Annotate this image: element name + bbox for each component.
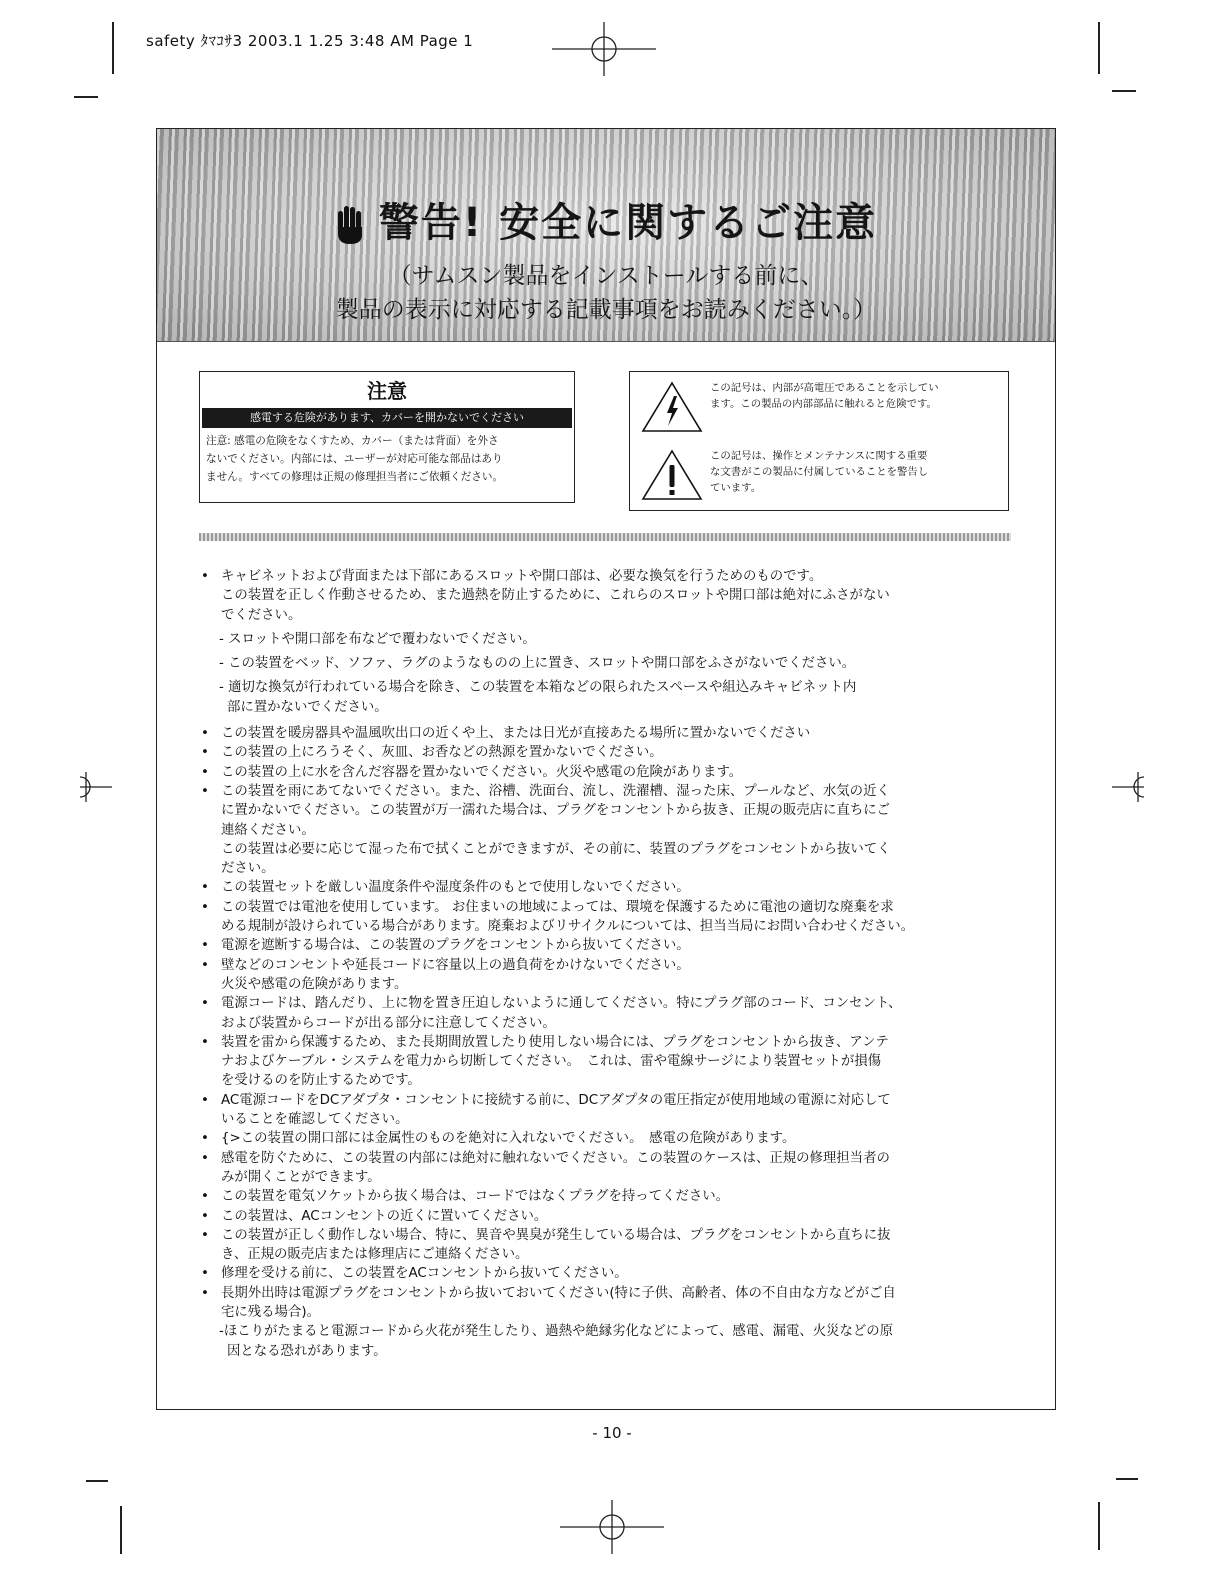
caution-body-line: ません。すべての修理は正規の修理担当者にご依頼ください。 <box>206 471 504 483</box>
list-item-text: • この装置を雨にあてないでください。また、浴槽、洗面台、流し、洗濯槽、湿った床、プールなど、水気の近く <box>221 783 890 799</box>
sub-item <box>197 678 1022 717</box>
crop-mark <box>74 96 98 98</box>
list-item-text: • 装置を雷から保護するため、また長期間放置したり使用しない場合には、プラグをコンセントから抜き、アンテ <box>221 1034 889 1050</box>
list-item <box>197 956 1022 995</box>
list-item-text: • キャビネットおよび背面または下部にあるスロットや開口部は、必要な換気を行うためのものです。 <box>221 569 823 584</box>
symbol-description-line: この記号は、操作とメンテナンスに関する重要 <box>710 450 928 462</box>
caution-body-line: ないでください。内部には、ユーザーが対応可能な部品はあり <box>206 453 503 465</box>
sub-item-text: - 適切な換気が行われている場合を除き、この装置を本箱などの限られたスペースや組込みキャビネット内 <box>219 680 857 696</box>
symbol-description-line: この記号は、内部が高電圧であることを示してい <box>710 382 939 394</box>
caution-body <box>200 428 574 486</box>
list-item: • 電源を遮断する場合は、この装置のプラグをコンセントから抜いてください。 <box>197 936 1022 955</box>
list-item-text: ださい。 <box>221 861 275 877</box>
registration-mark-icon <box>76 770 112 804</box>
list-item-text: • 壁などのコンセントや延長コードに容量以上の過負荷をかけないでください。 <box>221 957 690 973</box>
stop-hand-icon <box>335 205 365 245</box>
list-item <box>197 1149 1022 1188</box>
list-item-text: • AC電源コードをDCアダプタ・コンセントに接続する前に、DCアダプタの電圧指定が使用地域の電源に対応して <box>221 1092 891 1108</box>
sub-item: - この装置をベッド、ソファ、ラグのようなものの上に置き、スロットや開口部をふさがないでください。 <box>219 656 856 672</box>
list-item: • この装置は、ACコンセントの近くに置いてください。 <box>197 1207 1022 1226</box>
list-item <box>197 898 1022 937</box>
caution-label-box <box>199 371 575 503</box>
crop-mark <box>86 1480 108 1482</box>
list-item <box>197 567 1022 625</box>
list-item <box>197 1033 1022 1091</box>
exclamation-warning-icon <box>640 448 704 502</box>
symbol-legend-box <box>629 371 1009 511</box>
print-slug: safety ﾀﾏｺｻ3 2003.1 1.25 3:48 AM Page 1 <box>146 32 474 50</box>
page-number: - 10 - <box>592 1424 632 1442</box>
registration-mark-icon <box>560 1500 664 1554</box>
warning-banner <box>157 129 1055 342</box>
symbol-description-line: ます。この製品の内部部品に触れると危険です。 <box>710 398 937 410</box>
registration-mark-icon <box>1112 770 1148 804</box>
divider <box>199 533 1011 541</box>
symbol-description <box>710 380 1002 412</box>
list-item: • この装置セットを厳しい温度条件や湿度条件のもとで使用しないでください。 <box>197 878 1022 897</box>
list-item-text: き、正規の販売店または修理店にご連絡ください。 <box>221 1247 529 1263</box>
list-item: • {>この装置の開口部には金属性のものを絶対に入れないでください。 感電の危険があります。 <box>197 1129 1022 1148</box>
sub-item-text: 部に置かないでください。 <box>227 699 388 715</box>
list-item-text: める規制が設けられている場合があります。廃棄およびリサイクルについては、担当当局にお問い合わせください。 <box>221 919 915 935</box>
sub-item: - スロットや開口部を布などで覆わないでください。 <box>219 631 536 647</box>
list-item-text: でください。 <box>221 607 302 623</box>
caution-title: 注意 <box>367 379 407 403</box>
list-item: • この装置の上に水を含んだ容器を置かないでください。火災や感電の危険があります。 <box>197 763 1022 782</box>
crop-mark <box>1098 22 1100 74</box>
banner-subtitle-line2: 製品の表示に対応する記載事項をお読みください。） <box>335 297 877 323</box>
list-item-text: • この装置では電池を使用しています。 お住まいの地域によっては、環境を保護するために電池の適切な廃棄を求 <box>221 899 894 915</box>
registration-mark-icon <box>552 22 656 76</box>
list-item <box>197 1091 1022 1130</box>
caution-body-line: 注意: 感電の危険をなくすため、カバー（または背面）を外さ <box>206 435 499 447</box>
caution-bar: 感電する危険があります、カバーを開かないでください <box>202 408 572 428</box>
safety-notice-frame <box>156 128 1056 1410</box>
symbol-description-line: ています。 <box>710 482 762 494</box>
sub-item-text: 因となる恐れがあります。 <box>227 1343 387 1359</box>
list-item-text: みが開くことができます。 <box>221 1169 381 1185</box>
list-item-text: に置かないでください。この装置が万一濡れた場合は、プラグをコンセントから抜き、正規の販売店に直ちにご <box>221 803 890 819</box>
symbol-row-exclamation <box>630 442 1008 508</box>
symbol-description-line: な文書がこの製品に付属していることを警告し <box>710 466 929 478</box>
list-item-text: を受けるのを防止するためです。 <box>221 1073 421 1089</box>
list-item <box>197 1284 1022 1323</box>
crop-mark <box>1098 1502 1100 1550</box>
list-item-text: ナおよびケーブル・システムを電力から切断してください。 これは、雷や電線サージにより装置セットが損傷 <box>221 1054 882 1070</box>
high-voltage-warning-icon <box>640 380 704 434</box>
banner-title-text: 警告! 安全に関するご注意 <box>378 200 878 246</box>
symbol-description <box>710 448 1002 496</box>
crop-mark <box>112 22 114 74</box>
list-item <box>197 1226 1022 1265</box>
list-item-text: この装置は必要に応じて湿った布で拭くことができますが、その前に、装置のプラグをコンセントから抜いてく <box>221 841 891 857</box>
list-item-text: 宅に残る場合)。 <box>221 1304 320 1320</box>
list-item-text: • 長期外出時は電源プラグをコンセントから抜いておいてください(特に子供、高齢者、体の不自由な方などがご自 <box>221 1285 896 1301</box>
list-item-text: • この装置が正しく動作しない場合、特に、異音や異臭が発生している場合は、プラグをコンセントから直ちに抜 <box>221 1227 891 1243</box>
list-item: • この装置の上にろうそく、灰皿、お香などの熱源を置かないでください。 <box>197 743 1022 762</box>
banner-subtitle-line1: （サムスン製品をインストールする前に、 <box>388 263 824 289</box>
list-item <box>197 994 1022 1033</box>
list-item-text: いることを確認してください。 <box>221 1112 409 1128</box>
crop-mark <box>1112 90 1136 92</box>
crop-mark <box>1116 1478 1138 1480</box>
list-item-text: • 電源コードは、踏んだり、上に物を置き圧迫しないように通してください。特にプラグ部のコード、コンセント、 <box>221 996 902 1012</box>
list-item-text: 連絡ください。 <box>221 822 315 838</box>
list-item <box>197 782 1022 878</box>
safety-instructions <box>197 567 1022 1361</box>
list-item: • この装置を暖房器具や温風吹出口の近くや上、または日光が直接あたる場所に置かないでください <box>197 724 1022 743</box>
crop-mark <box>120 1506 122 1554</box>
banner-title <box>157 191 1055 248</box>
list-item-text: この装置を正しく作動させるため、また過熱を防止するために、これらのスロットや開口部は絶対にふさがない <box>221 588 890 604</box>
sub-item <box>197 1322 1022 1361</box>
list-item-text: • 感電を防ぐために、この装置の内部には絶対に触れないでください。この装置のケースは、正規の修理担当者の <box>221 1150 890 1166</box>
list-item: • この装置を電気ソケットから抜く場合は、コードではなくプラグを持ってください。 <box>197 1187 1022 1206</box>
sub-item-text: -ほこりがたまると電源コードから火花が発生したり、過熱や絶縁劣化などによって、感電、漏電、火災などの原 <box>219 1324 894 1340</box>
list-item-text: および装置からコードが出る部分に注意してください。 <box>221 1015 556 1031</box>
list-item: • 修理を受ける前に、この装置をACコンセントから抜いてください。 <box>197 1264 1022 1283</box>
list-item-text: 火災や感電の危険があります。 <box>221 976 408 992</box>
symbol-row-high-voltage <box>630 374 1008 440</box>
